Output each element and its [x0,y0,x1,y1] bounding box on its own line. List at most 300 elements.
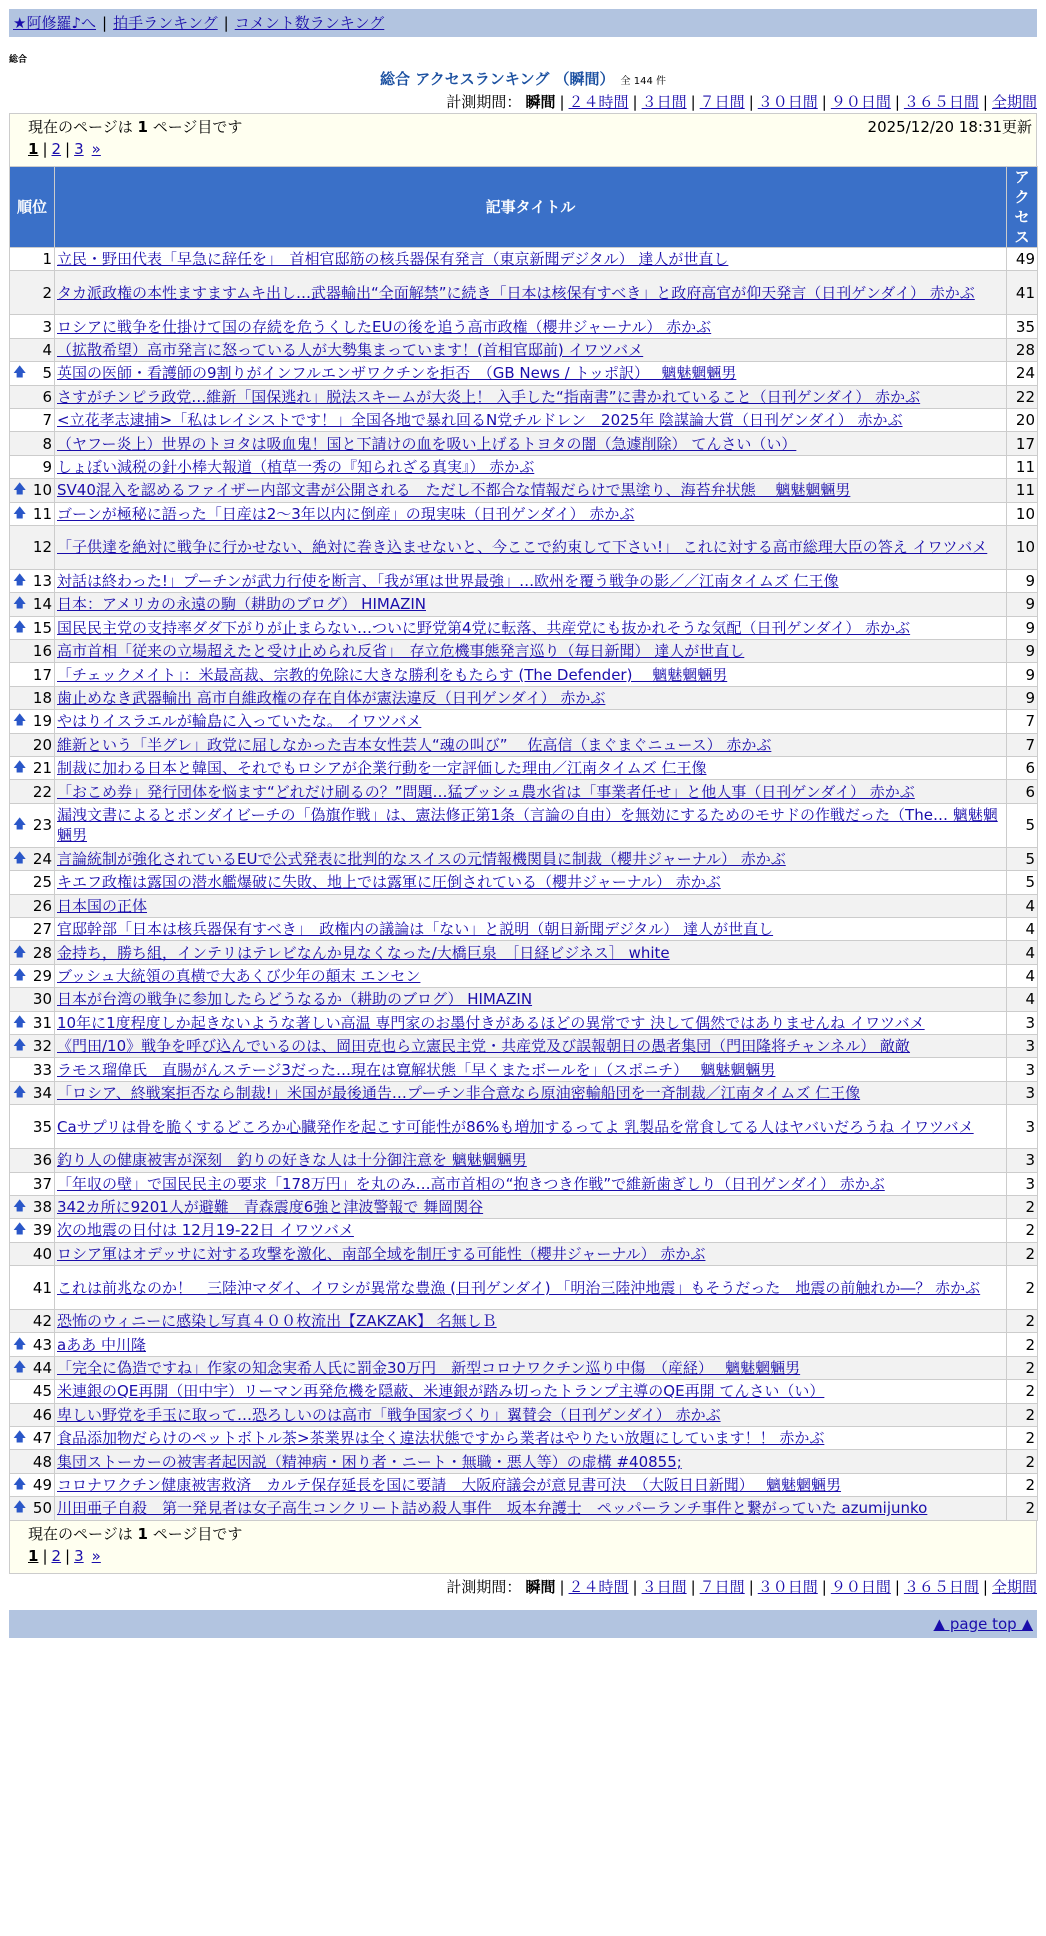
title-cell [55,1403,1007,1426]
article-link[interactable]: ラモス瑠偉氏 直腸がんステージ3だった…現在は寛解状態「早くまたボールを」（スポニチ） 魑魅魍魎男 [57,1060,776,1079]
up-arrow-icon: 🡅 [13,573,27,589]
page-current: 1 [28,140,39,158]
table-row [10,432,1038,455]
article-link[interactable]: ロシアに戦争を仕掛けて国の存続を危うくしたEUの後を追う高市政権（櫻井ジャーナル） 赤かぶ [57,317,712,336]
rank-cell [10,871,55,894]
rank-cell [10,1195,55,1218]
rank-cell [10,408,55,431]
access-count: 7 [1007,710,1038,733]
table-row [10,686,1038,709]
period-link[interactable]: ７日間 [699,1577,745,1596]
rank-cell [10,1149,55,1172]
article-link[interactable]: コロナワクチン健康被害救済 カルテ保存延長を国に要請 大阪府議会が意見書可決 （大阪日日新聞） 魑魅魍魎男 [57,1475,842,1494]
title-cell [55,593,1007,616]
rank-number: 48 [32,1452,52,1471]
rank-cell [10,455,55,478]
table-row [10,1310,1038,1333]
access-count: 20 [1007,408,1038,431]
page-links [28,138,1032,160]
up-arrow-icon: 🡅 [13,967,27,983]
access-count: 2 [1007,1450,1038,1473]
title-cell [55,663,1007,686]
nav-link[interactable]: 拍手ランキング [113,14,218,32]
period-selector [9,91,1037,113]
access-count: 3 [1007,1149,1038,1172]
rank-cell [10,1219,55,1242]
article-link[interactable]: 官邸幹部「日本は核兵器保有すべき」 政権内の議論は「ない」と説明（朝日新聞デジタル） 達人が世直し [57,920,774,939]
period-label: 計測期間： [446,93,522,111]
rank-number: 9 [42,457,52,476]
table-row [10,988,1038,1011]
page-separator: | [42,140,48,158]
rank-number: 18 [32,689,52,708]
rank-number: 25 [32,873,52,892]
title-cell [55,847,1007,870]
page-links-bottom [28,1545,1032,1567]
top-nav [9,9,1037,37]
access-count: 35 [1007,315,1038,338]
table-row [10,710,1038,733]
current-page-number: 1 [137,118,148,136]
access-count: 2 [1007,1473,1038,1496]
period-link[interactable]: ９０日間 [830,1577,891,1596]
article-link[interactable]: 維新という「半グレ」政党に屈しなかった吉本女性芸人“魂の叫び” 佐高信（まぐまぐニュース） 赤かぶ [57,735,772,754]
rank-number: 45 [32,1382,52,1401]
period-link[interactable]: ３０日間 [757,1577,818,1596]
up-arrow-icon: 🡅 [13,1038,27,1054]
rank-number: 41 [32,1278,52,1297]
table-row [10,1266,1038,1310]
access-count: 6 [1007,780,1038,803]
current-page-prefix: 現在のページは [28,1524,133,1543]
access-count: 4 [1007,917,1038,940]
title-cell [55,1034,1007,1057]
access-count: 2 [1007,1403,1038,1426]
table-row [10,315,1038,338]
article-link[interactable]: 日本国の正体 [57,896,148,915]
title-cell [55,569,1007,592]
table-row [10,338,1038,361]
title-cell [55,1149,1007,1172]
article-link[interactable]: 川田亜子自殺 第一発見者は女子高生コンクリート詰め殺人事件 坂本弁護士 ペッパーランチ事件と繋がっていた azumijunko [57,1499,928,1518]
table-row [10,1497,1038,1520]
article-link[interactable]: 卑しい野党を手玉に取って…恐ろしいのは高市「戦争国家づくり」翼賛会（日刊ゲンダイ） 赤かぶ [57,1405,721,1424]
article-link[interactable]: 食品添加物だらけのペットボトル茶>茶業界は全く違法状態ですから業者はやりたい放題にしています！！ 赤かぶ [57,1429,825,1448]
access-count: 9 [1007,640,1038,663]
up-arrow-icon: 🡅 [13,505,27,521]
table-row [10,616,1038,639]
nav-link[interactable]: ★阿修羅♪へ [13,14,97,32]
title-cell [55,871,1007,894]
article-link[interactable]: 歯止めなき武器輸出 高市自維政権の存在自体が憲法違反（日刊ゲンダイ） 赤かぶ [57,689,606,708]
article-link[interactable]: （拡散希望）高市発言に怒っている人が大勢集まっています！(首相官邸前) イワツバメ [57,340,644,359]
rank-cell [10,941,55,964]
rank-cell [10,1450,55,1473]
article-link[interactable]: タカ派政権の本性ますますムキ出し…武器輸出“全面解禁”に続き「日本は核保有すべき」と政府高官が仰天発言（日刊ゲンダイ） 赤かぶ [57,283,975,302]
rank-cell [10,757,55,780]
rank-cell [10,847,55,870]
next-page-link[interactable]: » [91,1546,101,1565]
period-separator: | [690,93,696,111]
table-row [10,1380,1038,1403]
article-link[interactable]: 漏洩文書によるとボンダイビーチの「偽旗作戦」は、憲法修正第1条（言論の自由）を無効にするためのモサドの作戦だった（The… 魑魅魍魎男 [57,806,998,845]
access-count: 9 [1007,616,1038,639]
page-link[interactable]: 3 [74,1546,84,1565]
rank-cell [10,917,55,940]
article-link[interactable]: ブッシュ大統領の真横で大あくび少年の顛末 エンセン [57,966,421,985]
access-count: 5 [1007,871,1038,894]
access-count: 9 [1007,686,1038,709]
rank-number: 10 [32,481,52,500]
rank-number: 28 [32,943,52,962]
rank-cell [10,432,55,455]
up-arrow-icon: 🡅 [13,1500,27,1516]
title-cell [55,1058,1007,1081]
rank-cell [10,1266,55,1310]
table-row [10,757,1038,780]
table-row [10,780,1038,803]
rank-cell [10,569,55,592]
rank-number: 31 [32,1013,52,1032]
table-row [10,408,1038,431]
article-link[interactable]: 高市首相「従来の立場超えたと受け止められ反省」 存立危機事態発言巡り（毎日新聞） 達人が世直し [57,642,745,661]
period-separator: | [982,93,988,111]
table-row [10,248,1038,271]
rank-cell [10,502,55,525]
rank-number: 40 [32,1244,52,1263]
rank-cell [10,479,55,502]
access-count: 9 [1007,593,1038,616]
table-row [10,871,1038,894]
title-cell [55,1195,1007,1218]
title-cell [55,686,1007,709]
next-page-link[interactable]: » [91,140,101,158]
rank-number: 49 [32,1475,52,1494]
title-cell [55,1333,1007,1356]
period-separator: | [982,1577,988,1596]
title-cell [55,1242,1007,1265]
table-row [10,1450,1038,1473]
article-link[interactable]: 日本：アメリカの永遠の駒（耕助のブログ） HIMAZIN [57,595,426,614]
title-cell [55,1172,1007,1195]
rank-cell [10,686,55,709]
header-title: 記事タイトル [55,167,1007,248]
access-count: 2 [1007,1242,1038,1265]
period-link[interactable]: ３日間 [641,93,687,111]
period-separator: | [821,1577,827,1596]
article-link[interactable]: これは前兆なのか！ 三陸沖マダイ、イワシが異常な豊漁 (日刊ゲンダイ) 「明治三陸沖地震」もそうだった 地震の前触れか―？ 赤かぶ [57,1278,981,1297]
rank-cell [10,1105,55,1149]
article-link[interactable]: 「チェックメイト」：米最高裁、宗教的免除に大きな勝利をもたらす (The Defender) 魑魅魍魎男 [57,665,728,684]
rank-number: 39 [32,1221,52,1240]
rank-number: 38 [32,1198,52,1217]
access-count: 4 [1007,941,1038,964]
period-link[interactable]: ３日間 [641,1577,687,1596]
rank-number: 34 [32,1083,52,1102]
rank-cell [10,1473,55,1496]
table-row [10,1172,1038,1195]
article-link[interactable]: さすがチンピラ政党…維新「国保逃れ」脱法スキームが大炎上！ 入手した“指南書”に書かれていること（日刊ゲンダイ） 赤かぶ [57,387,921,406]
title-cell [55,1497,1007,1520]
page-separator: | [65,1546,71,1565]
rank-number: 17 [32,665,52,684]
rank-number: 33 [32,1060,52,1079]
header-access: アクセス [1007,167,1038,248]
rank-number: 14 [32,595,52,614]
access-count: 41 [1007,271,1038,315]
rank-cell [10,338,55,361]
rank-number: 8 [42,434,52,453]
article-link[interactable]: 「完全に偽造ですね」作家の知念実希人氏に罰金30万円 新型コロナワクチン巡り中傷 （産経） 魑魅魍魎男 [57,1359,801,1378]
rank-cell [10,1427,55,1450]
article-link[interactable]: 「年収の壁」で国民民主の要求「178万円」を丸のみ…高市首相の“抱きつき作戦”で維新歯ぎしり（日刊ゲンダイ） 赤かぶ [57,1174,885,1193]
access-count: 3 [1007,1034,1038,1057]
table-row [10,894,1038,917]
article-link[interactable]: 米連銀のQE再開（田中宇）リーマン再発危機を隠蔽、米連銀が踏み切ったトランプ主導のQE再開 てんさい（い） [57,1382,825,1401]
ranking-title: 総合 アクセスランキング （瞬間） [380,70,615,88]
pagination-bottom [9,1521,1037,1574]
article-link[interactable]: Caサプリは骨を脆くするどころか心臓発作を起こす可能性が86%も増加するってよ 乳製品を常食してる人はヤバいだろうね イワツバメ [57,1117,974,1136]
rank-number: 46 [32,1405,52,1424]
rank-cell [10,593,55,616]
title-cell [55,1427,1007,1450]
article-link[interactable]: 金持ち，勝ち組，インテリはテレビなんか見なくなった/大橋巨泉 ［日経ビジネス］ white [57,943,670,962]
up-arrow-icon: 🡅 [13,944,27,960]
title-cell [55,710,1007,733]
pagination-top [9,113,1037,166]
table-row [10,941,1038,964]
title-cell [55,455,1007,478]
article-link[interactable]: 「おこめ券」発行団体を悩ます“どれだけ刷るの？”問題…猛ブッシュ農水省は「事業者任せ」と他人事（日刊ゲンダイ） 赤かぶ [57,782,915,801]
table-row [10,1105,1038,1149]
page-link[interactable]: 2 [51,1546,62,1565]
rank-cell [10,1310,55,1333]
article-link[interactable]: 立民・野田代表「早急に辞任を」 首相官邸筋の核兵器保有発言（東京新聞デジタル） 達人が世直し [57,250,729,269]
title-cell [55,1473,1007,1496]
access-count: 22 [1007,385,1038,408]
article-link[interactable]: 次の地震の日付は 12月19-22日 イワツバメ [57,1221,354,1240]
period-link[interactable]: 全期間 [991,93,1037,111]
period-link[interactable]: ３６５日間 [903,93,979,111]
rank-number: 16 [32,642,52,661]
article-link[interactable]: 10年に1度程度しか起きないような著しい高温 専門家のお墨付きがあるほどの異常です 決して偶然ではありませんね イワツバメ [57,1013,925,1032]
title-cell [55,941,1007,964]
table-row [10,525,1038,569]
article-link[interactable]: 《門田/10》戦争を呼び込んでいるのは、岡田克也ら立憲民主党・共産党及び誤報朝日の愚者集団（門田隆将チャンネル） 敵敵 [57,1037,911,1056]
rank-cell [10,1242,55,1265]
updated-timestamp: 2025/12/20 18:31更新 [867,118,1032,136]
rank-number: 21 [32,759,52,778]
rank-cell [10,710,55,733]
access-count: 2 [1007,1333,1038,1356]
article-link[interactable]: <立花孝志逮捕>「私はレイシストです！」全国各地で暴れ回るN党チルドレン 2025年 陰謀論大賞（日刊ゲンダイ） 赤かぶ [57,411,903,430]
current-page-prefix: 現在のページは [28,118,133,136]
access-count: 9 [1007,569,1038,592]
access-count: 4 [1007,988,1038,1011]
up-arrow-icon: 🡅 [13,1360,27,1376]
table-row [10,593,1038,616]
rank-number: 29 [32,966,52,985]
period-link[interactable]: ３０日間 [757,93,818,111]
rank-number: 6 [42,387,52,406]
rank-number: 2 [42,283,52,302]
up-arrow-icon: 🡅 [13,713,27,729]
article-link[interactable]: 342カ所に9201人が避難 青森震度6強と津波警報で 舞岡関谷 [57,1198,484,1217]
article-link[interactable]: 言論統制が強化されているEUで公式発表に批判的なスイスの元情報機関員に制裁（櫻井ジャーナル） 赤かぶ [57,850,786,868]
table-row [10,1034,1038,1057]
table-row [10,1427,1038,1450]
title-cell [55,988,1007,1011]
access-count: 5 [1007,847,1038,870]
page-top-link[interactable]: ▲ page top ▲ [933,1614,1033,1633]
table-row [10,455,1038,478]
access-count: 2 [1007,1427,1038,1450]
rank-cell [10,525,55,569]
access-count: 2 [1007,1356,1038,1379]
rank-number: 32 [32,1037,52,1056]
rank-cell [10,1497,55,1520]
period-separator: | [690,1577,696,1596]
article-link[interactable]: キエフ政権は露国の潜水艦爆破に失敗、地上では露軍に圧倒されている（櫻井ジャーナル） 赤かぶ [57,873,721,892]
rank-number: 44 [32,1359,52,1378]
up-arrow-icon: 🡅 [13,1430,27,1446]
article-link[interactable]: 「ロシア、終戦案拒否なら制裁!」米国が最後通告…プーチン非合意なら原油密輸船団を一斉制裁／江南タイムズ 仁王像 [57,1083,861,1102]
current-page-suffix: ページ目です [152,1524,243,1543]
table-row [10,640,1038,663]
rank-cell [10,1380,55,1403]
rank-cell [10,988,55,1011]
title-cell [55,315,1007,338]
article-link[interactable]: 恐怖のウィニーに感染し写真４００枚流出【ZAKZAK】 名無しＢ [57,1312,497,1331]
page-separator: | [65,140,71,158]
period-link[interactable]: ３６５日間 [903,1577,979,1596]
up-arrow-icon: 🡅 [13,482,27,498]
title-cell [55,1105,1007,1149]
rank-number: 43 [32,1335,52,1354]
page-link[interactable]: 2 [51,140,62,158]
up-arrow-icon: 🡅 [13,596,27,612]
page-link[interactable]: 3 [74,140,84,158]
table-row [10,362,1038,385]
title-cell [55,1380,1007,1403]
up-arrow-icon: 🡅 [13,1476,27,1492]
period-link[interactable]: ２４時間 [568,93,629,111]
period-link[interactable]: 全期間 [991,1577,1037,1596]
article-link[interactable]: 国民民主党の支持率ダダ下がりが止まらない…ついに野党第4党に転落、共産党にも抜かれそうな気配（日刊ゲンダイ） 赤かぶ [57,618,911,637]
title-cell [55,894,1007,917]
period-separator: | [894,93,900,111]
article-link[interactable]: しょぼい減税の針小棒大報道（植草一秀の『知られざる真実』） 赤かぶ [57,457,535,476]
access-count: 2 [1007,1195,1038,1218]
article-link[interactable]: やはりイスラエルが輪島に入っていたな。 イワツバメ [57,712,422,731]
access-count: 49 [1007,248,1038,271]
article-link[interactable]: aああ 中川隆 [57,1335,146,1354]
ranking-table [9,166,1038,1521]
article-link[interactable]: SV40混入を認めるファイザー内部文書が公開される ただし不都合な情報だらけで黒塗り、海苔弁状態 魑魅魍魎男 [57,481,851,500]
ranking-title-line [9,69,1037,89]
access-count: 3 [1007,1105,1038,1149]
up-arrow-icon: 🡅 [13,1084,27,1100]
nav-link[interactable]: コメント数ランキング [234,14,385,32]
header-rank: 順位 [10,167,55,248]
period-current: 瞬間 [525,93,556,111]
period-link[interactable]: ９０日間 [830,93,891,111]
article-link[interactable]: 釣り人の健康被害が深刻 釣りの好きな人は十分御注意を 魑魅魍魎男 [57,1151,527,1170]
rank-cell [10,616,55,639]
access-count: 7 [1007,733,1038,756]
rank-cell [10,964,55,987]
period-link[interactable]: ７日間 [699,93,745,111]
access-count: 3 [1007,1058,1038,1081]
access-count: 2 [1007,1266,1038,1310]
rank-number: 50 [32,1499,52,1518]
table-row [10,964,1038,987]
article-link[interactable]: 制裁に加わる日本と韓国、それでもロシアが企業行動を一定評価した理由／江南タイムズ 仁王像 [57,759,707,778]
period-separator: | [748,93,754,111]
access-count: 2 [1007,1310,1038,1333]
table-row [10,271,1038,315]
article-link[interactable]: 対話は終わった!」プーチンが武力行使を断言、「我が軍は世界最強」…欧州を覆う戦争の影／／江南タイムズ 仁王像 [57,572,839,591]
rank-cell [10,1403,55,1426]
table-row [10,1356,1038,1379]
article-link[interactable]: （ヤフー炎上）世界のトヨタは吸血鬼！国と下請けの血を吸い上げるトヨタの闇（急遽削除） てんさい（い） [57,434,797,453]
rank-cell [10,663,55,686]
table-row [10,1333,1038,1356]
period-separator: | [632,93,638,111]
rank-number: 15 [32,618,52,637]
title-cell [55,502,1007,525]
article-link[interactable]: 集団ストーカーの被害者起因説（精神病・困り者・ニート・無職・悪人等）の虚構 #40855; [57,1452,682,1471]
footer-bar [9,1610,1037,1638]
article-link[interactable]: ゴーンが極秘に語った「日産は2～3年以内に倒産」の現実味（日刊ゲンダイ） 赤かぶ [57,504,635,523]
access-count: 10 [1007,525,1038,569]
article-link[interactable]: 「子供達を絶対に戦争に行かせない、絶対に巻き込ませないと、今ここで約束して下さい!」 これに対する高市総理大臣の答え イワツバメ [57,538,988,557]
rank-cell [10,1034,55,1057]
total-count: 全 144 件 [620,76,666,87]
rank-number: 22 [32,782,52,801]
access-count: 3 [1007,1081,1038,1104]
page-current: 1 [28,1546,39,1565]
rank-cell [10,733,55,756]
up-arrow-icon: 🡅 [13,1014,27,1030]
title-cell [55,338,1007,361]
rank-cell [10,803,55,847]
access-count: 28 [1007,338,1038,361]
title-cell [55,385,1007,408]
period-current: 瞬間 [525,1577,556,1596]
title-cell [55,432,1007,455]
nav-separator: | [223,14,229,32]
period-link[interactable]: ２４時間 [568,1577,629,1596]
rank-cell [10,1011,55,1034]
title-cell [55,733,1007,756]
article-link[interactable]: 英国の医師・看護師の9割りがインフルエンザワクチンを拒否 （GB News / トッポ訳） 魑魅魍魎男 [57,364,737,383]
title-cell [55,1011,1007,1034]
article-link[interactable]: ロシア軍はオデッサに対する攻撃を激化、南部全域を制圧する可能性（櫻井ジャーナル） 赤かぶ [57,1244,706,1263]
table-row [10,1403,1038,1426]
access-count: 9 [1007,663,1038,686]
table-row [10,1242,1038,1265]
up-arrow-icon: 🡅 [13,1336,27,1352]
title-cell [55,1266,1007,1310]
table-row [10,1058,1038,1081]
current-page-suffix: ページ目です [152,118,243,136]
title-cell [55,1219,1007,1242]
article-link[interactable]: 日本が台湾の戦争に参加したらどうなるか（耕助のブログ） HIMAZIN [57,990,533,1009]
rank-number: 35 [32,1117,52,1136]
title-cell [55,479,1007,502]
rank-number: 1 [42,250,52,269]
